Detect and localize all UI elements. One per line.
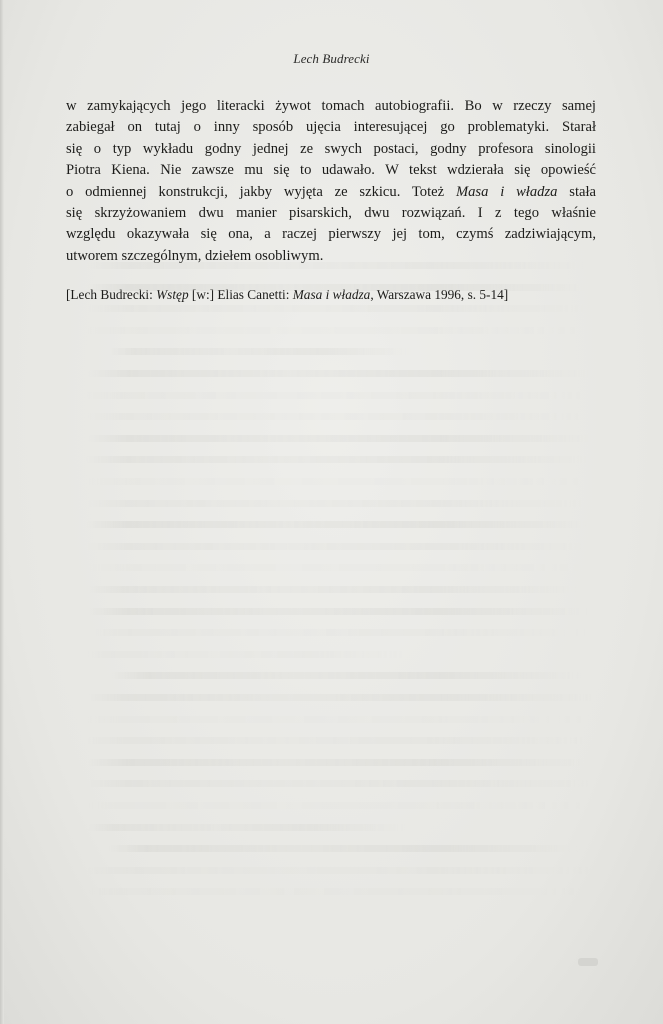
bleed-through-line — [86, 651, 405, 658]
bleed-through-line — [86, 392, 585, 399]
bleed-through-line — [108, 845, 582, 852]
book-title-inline: Masa i władza — [455, 183, 558, 200]
text-line-5 — [66, 182, 596, 203]
citation-book-title: Masa i władza — [292, 287, 371, 302]
bleed-through-line — [109, 672, 583, 679]
text-line-6: się skrzyżowaniem dwu manier pisarskich, dwu rozwiązań. I z tego właśnie — [66, 205, 596, 222]
bleed-through-line — [87, 543, 589, 550]
bleed-through-line — [87, 478, 586, 485]
bleed-through-line — [86, 327, 582, 334]
bleed-through-line — [88, 888, 590, 895]
bleed-through-line — [87, 608, 592, 615]
text-line-5-tail: stała — [557, 183, 597, 200]
text-line-2: zabiegał on tutaj o inny sposób ujęcia interesującej go problematyki. Starał — [66, 119, 596, 136]
bleed-through-line — [87, 867, 592, 874]
bleed-through-line — [86, 716, 588, 723]
running-header: Lech Budrecki — [293, 51, 370, 66]
page-edge-shadow — [0, 0, 4, 1024]
bleed-through-line — [86, 456, 588, 463]
bleed-through-line — [109, 348, 412, 355]
citation-author: [Lech Budrecki: — [66, 287, 157, 302]
citation-in: [w:] Elias Canetti: — [188, 287, 293, 302]
citation-chapter: Wstęp — [156, 287, 189, 302]
bleed-through-line — [87, 802, 589, 809]
text-line-1: w zamykających jego literacki żywot tomach autobiografii. Bo w rzeczy samej — [66, 98, 596, 114]
bleed-through-line — [86, 262, 591, 269]
bleed-through-line — [86, 586, 582, 593]
bleed-through-line — [88, 370, 590, 377]
citation-publication: , Warszawa 1996, s. 5-14] — [370, 287, 509, 302]
bleed-through-text — [86, 262, 616, 922]
bleed-through-line — [88, 305, 587, 312]
bleed-through-line — [86, 521, 591, 528]
bleed-through-line — [87, 737, 586, 744]
main-paragraph — [66, 96, 596, 267]
bleed-through-page-number — [578, 958, 598, 966]
bleed-through-line — [88, 435, 593, 442]
text-line-3: się o typ wykładu godny jednej ze swych postaci, godny profesora sinologii — [66, 140, 596, 157]
bleed-through-line — [88, 759, 584, 766]
text-line-7: względu okazywała się ona, a raczej pierwszy jej tom, czymś zadziwiającym, — [66, 226, 596, 243]
bleed-through-line — [88, 564, 587, 571]
text-line-5-head: o odmiennej konstrukcji, jakby wyjęta ze szkicu. Toteż — [66, 183, 456, 200]
bleed-through-line — [88, 694, 593, 701]
bleed-through-line — [88, 500, 584, 507]
bleed-through-line — [88, 629, 590, 636]
bleed-through-line — [87, 284, 589, 291]
text-line-8: utworem szczególnym, dziełem osobliwym. — [66, 247, 324, 264]
text-line-4: Piotra Kiena. Nie zawsze mu się to udawało. W tekst wdzierała się opowieść — [66, 162, 596, 179]
bleed-through-line — [88, 824, 407, 831]
bleed-through-line — [87, 413, 583, 420]
bleed-through-line — [86, 780, 591, 787]
